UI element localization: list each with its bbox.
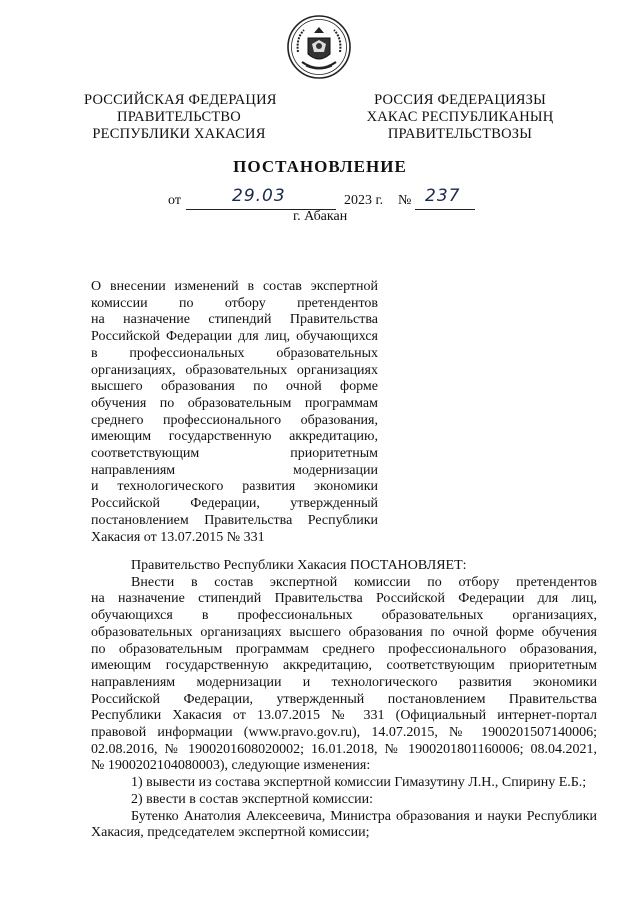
subject-line: и технологического развития экономики — [91, 479, 378, 495]
subject-line: комиссии по отбору претендентов — [91, 295, 378, 311]
body-para-line: на назначение стипендий Правительства Российской Федерации для лиц, — [91, 591, 597, 607]
subject-line: соответствующим приоритетным — [91, 446, 378, 462]
body-para-line: № 1900202104080003), следующие изменения: — [91, 758, 371, 774]
subject-block — [91, 279, 378, 546]
date-from-label: от — [168, 193, 181, 208]
header-right-line-3: ПРАВИТЕЛЬСТВОЗЫ — [387, 126, 533, 142]
body-member-line: Бутенко Анатолия Алексеевича, Министра образования и науки Республики — [131, 808, 597, 824]
body-para-line: правовой информации (www.pravo.gov.ru), 14.07.2015, № 1900201507140006; — [91, 725, 597, 741]
subject-line: О внесении изменений в состав экспертной — [91, 279, 378, 294]
subject-line: Российской Федерации для лиц, обучающихся — [91, 329, 378, 345]
subject-line: в профессиональных образовательных — [91, 345, 378, 361]
number-handwritten: 237 — [425, 186, 461, 206]
header-right-line-2: ХАКАС РЕСПУБЛИКАНЫҢ — [366, 109, 554, 125]
number-underline — [415, 208, 475, 210]
subject-line: имеющим государственную аккредитацию, — [91, 429, 378, 445]
subject-line: направлениям модернизации — [91, 462, 378, 478]
subject-line: обучения по образовательным программам — [91, 395, 378, 411]
date-handwritten: 29.03 — [232, 186, 286, 206]
header-right-block — [362, 92, 558, 143]
header-left-line-3: РЕСПУБЛИКИ ХАКАСИЯ — [92, 126, 266, 142]
body-para-line: обучающихся в профессиональных образовательных организациях, — [91, 608, 597, 624]
coat-of-arms-emblem — [286, 14, 352, 80]
header-right-line-1: РОССИЯ ФЕДЕРАЦИЯЗЫ — [374, 92, 546, 108]
body-item-1: 1) вывести из состава экспертной комиссии Гимазутину Л.Н., Спирину Е.Б.; — [131, 775, 587, 791]
body-para-line: Внести в состав экспертной комиссии по отбору претендентов — [131, 574, 597, 590]
subject-line: высшего образования по очной форме — [91, 379, 378, 395]
body-para-line: направлениям модернизации и технологического развития экономики — [91, 674, 597, 690]
body-para-line: по образовательным программам среднего профессионального образования, — [91, 641, 597, 657]
subject-line: организациях, образовательных организациях — [91, 362, 378, 378]
city-label: г. Абакан — [293, 209, 348, 224]
date-year: 2023 г. — [344, 193, 384, 208]
number-label: № — [398, 193, 412, 208]
body-intro: Правительство Республики Хакасия ПОСТАНОВЛЯЕТ: — [131, 558, 467, 573]
body-para-line: Республики Хакасия от 13.07.2015 № 331 (Официальный интернет-портал — [91, 708, 597, 724]
body-para-line: образовательных организациях высшего образования по очной форме обучения — [91, 624, 597, 640]
body-para-line: 02.08.2016, № 1900201608020002; 16.01.2018, № 1900201801160006; 08.04.2021, — [91, 741, 597, 757]
header-left-block — [84, 92, 277, 143]
subject-line: Российской Федерации, утвержденный — [91, 496, 378, 512]
subject-line: постановлением Правительства Республики — [91, 512, 378, 528]
body-member-line: Хакасия, председателем экспертной комиссии; — [91, 825, 370, 841]
header-left-line-1: РОССИЙСКАЯ ФЕДЕРАЦИЯ — [84, 92, 277, 108]
header-left-line-2: ПРАВИТЕЛЬСТВО — [117, 109, 241, 125]
body-item-2: 2) ввести в состав экспертной комиссии: — [131, 791, 373, 807]
body-block — [91, 558, 597, 842]
body-para-line: имеющим государственную аккредитацию, соответствующим приоритетным — [91, 658, 597, 674]
document-title: ПОСТАНОВЛЕНИЕ — [233, 157, 407, 176]
subject-line: среднего профессионального образования, — [91, 412, 378, 428]
body-para-line: Российской Федерации, утвержденный постановлением Правительства — [91, 691, 597, 707]
subject-line: на назначение стипендий Правительства — [91, 312, 378, 328]
subject-line: Хакасия от 13.07.2015 № 331 — [91, 529, 265, 545]
